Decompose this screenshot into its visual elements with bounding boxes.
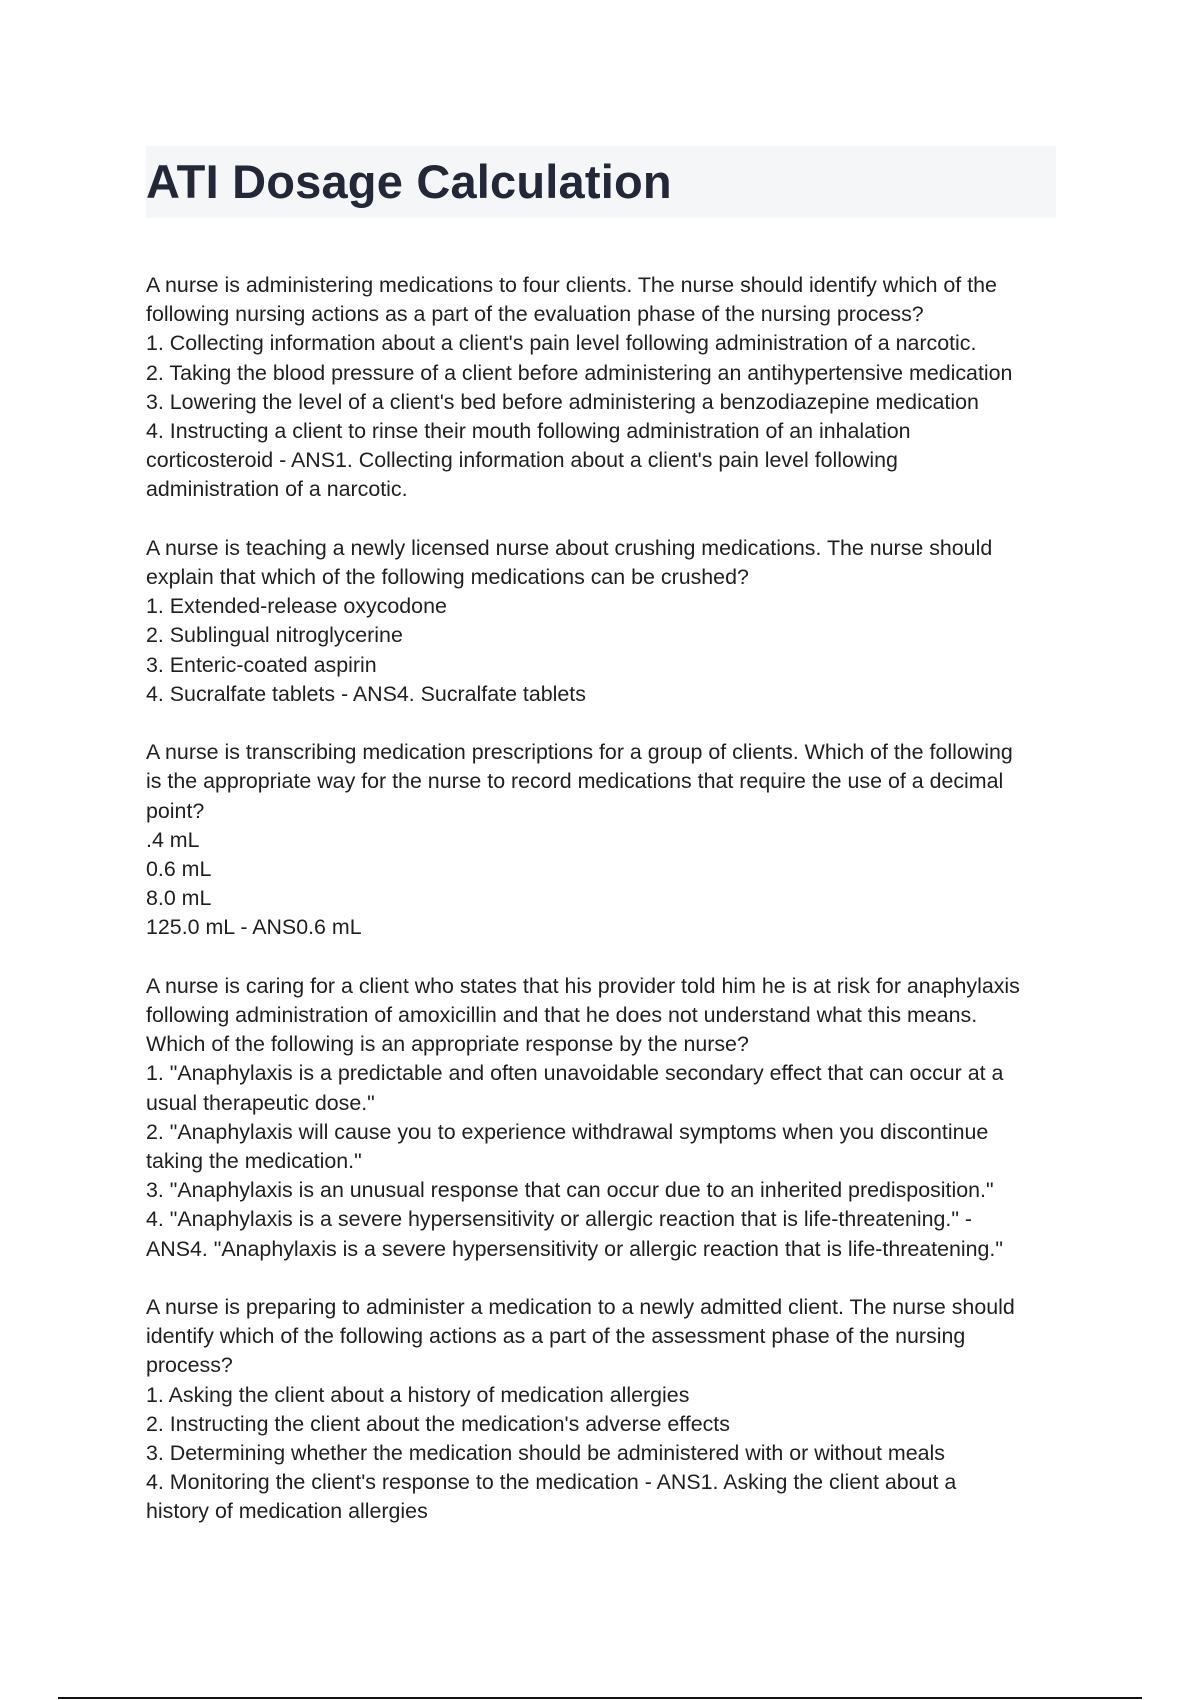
text-line: Which of the following is an appropriate response by the nurse?: [146, 1032, 749, 1057]
answer-option: taking the medication.": [146, 1149, 362, 1174]
text-line: process?: [146, 1353, 233, 1378]
page-bottom-rule: [58, 1697, 1142, 1699]
question-block: [146, 534, 1066, 709]
answer-option: 1. Asking the client about a history of medication allergies: [146, 1382, 690, 1407]
answer-option: 1. Extended-release oxycodone: [146, 594, 447, 619]
text-line: A nurse is teaching a newly licensed nurse about crushing medications. The nurse should: [146, 535, 993, 560]
answer-option: 4. Instructing a client to rinse their mouth following administration of an inhalation: [146, 419, 911, 444]
page-title: ATI Dosage Calculation: [146, 155, 672, 208]
answer-line: ANS4. "Anaphylaxis is a severe hypersensitivity or allergic reaction that is life-threatening.": [146, 1236, 1003, 1261]
answer-option: 2. Sublingual nitroglycerine: [146, 623, 403, 648]
text-line: following nursing actions as a part of the evaluation phase of the nursing process?: [146, 302, 924, 327]
answer-option: 0.6 mL: [146, 857, 212, 882]
answer-option: 2. "Anaphylaxis will cause you to experience withdrawal symptoms when you discontinue: [146, 1119, 989, 1144]
answer-line: 125.0 mL - ANS0.6 mL: [146, 915, 362, 940]
question-block: [146, 972, 1066, 1264]
answer-option: 2. Taking the blood pressure of a client before administering an antihypertensive medication: [146, 360, 1013, 385]
answer-option: 2. Instructing the client about the medication's adverse effects: [146, 1411, 730, 1436]
answer-line: 4. Sucralfate tablets - ANS4. Sucralfate tablets: [146, 681, 586, 706]
answer-option: 3. "Anaphylaxis is an unusual response that can occur due to an inherited predisposition.": [146, 1178, 994, 1203]
question-block: [146, 271, 1066, 505]
answer-option: 3. Lowering the level of a client's bed before administering a benzodiazepine medication: [146, 389, 979, 414]
text-line: following administration of amoxicillin and that he does not understand what this means.: [146, 1003, 978, 1028]
answer-line: history of medication allergies: [146, 1499, 428, 1524]
answer-option: .4 mL: [146, 827, 200, 852]
text-line: A nurse is preparing to administer a medication to a newly admitted client. The nurse should: [146, 1295, 1015, 1320]
answer-option: 3. Determining whether the medication should be administered with or without meals: [146, 1441, 945, 1466]
answer-line: corticosteroid - ANS1. Collecting information about a client's pain level following: [146, 448, 898, 473]
answer-option: 1. Collecting information about a client's pain level following administration of a narcotic.: [146, 331, 977, 356]
question-block: [146, 1293, 1066, 1527]
text-line: point?: [146, 798, 205, 823]
answer-option: 4. "Anaphylaxis is a severe hypersensitivity or allergic reaction that is life-threatening." -: [146, 1207, 973, 1232]
question-block: [146, 738, 1066, 942]
document-body: [146, 271, 1066, 1556]
answer-line: administration of a narcotic.: [146, 477, 408, 502]
text-line: A nurse is transcribing medication prescriptions for a group of clients. Which of the following: [146, 740, 1013, 765]
text-line: is the appropriate way for the nurse to record medications that require the use of a decimal: [146, 769, 1004, 794]
text-line: A nurse is caring for a client who states that his provider told him he is at risk for anaphylaxis: [146, 973, 1020, 998]
answer-line: 4. Monitoring the client's response to the medication - ANS1. Asking the client about a: [146, 1470, 957, 1495]
answer-option: usual therapeutic dose.": [146, 1090, 375, 1115]
text-line: explain that which of the following medications can be crushed?: [146, 565, 749, 590]
answer-option: 8.0 mL: [146, 886, 212, 911]
text-line: identify which of the following actions as a part of the assessment phase of the nursing: [146, 1324, 966, 1349]
answer-option: 1. "Anaphylaxis is a predictable and often unavoidable secondary effect that can occur at a: [146, 1061, 1004, 1086]
answer-option: 3. Enteric-coated aspirin: [146, 652, 377, 677]
text-line: A nurse is administering medications to four clients. The nurse should identify which of the: [146, 273, 997, 297]
